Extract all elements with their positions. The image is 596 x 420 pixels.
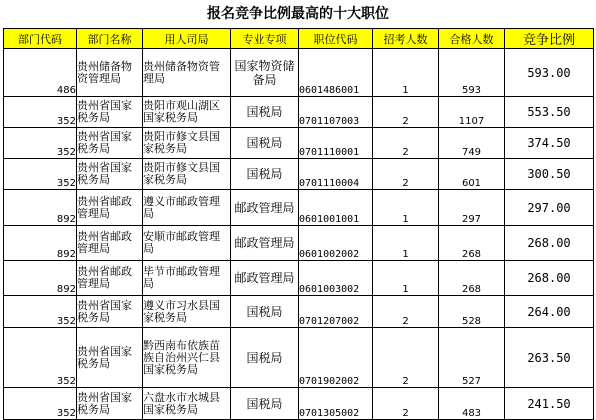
employer-cell: 安顺市邮政管理局 (143, 226, 231, 261)
major-cell: 国税局 (231, 128, 299, 159)
qualified-count-cell: 749 (439, 128, 505, 159)
qualified-count-cell: 268 (439, 226, 505, 261)
position-code-cell: 0601003002 (299, 261, 373, 296)
position-code-cell: 0601486001 (299, 49, 373, 97)
major-cell: 国税局 (231, 97, 299, 128)
hire-count-cell: 2 (373, 296, 439, 328)
ranking-table (3, 28, 594, 420)
header-employer: 用人司局 (143, 29, 231, 49)
hire-count-cell: 2 (373, 328, 439, 388)
qualified-count-cell: 601 (439, 159, 505, 190)
major-cell: 邮政管理局 (231, 190, 299, 226)
table-row (4, 97, 594, 128)
hire-count-cell: 2 (373, 388, 439, 420)
header-position-code: 职位代码 (299, 29, 373, 49)
table-row (4, 226, 594, 261)
hire-count-cell: 1 (373, 226, 439, 261)
dept-name-cell: 贵州省邮政管理局 (77, 226, 143, 261)
major-cell: 国税局 (231, 159, 299, 190)
major-cell: 国家物资储备局 (231, 49, 299, 97)
dept-code-cell: 352 (4, 296, 77, 328)
qualified-count-cell: 1107 (439, 97, 505, 128)
dept-name-cell: 贵州省国家税务局 (77, 159, 143, 190)
table-row (4, 190, 594, 226)
dept-code-cell: 352 (4, 388, 77, 420)
dept-name-cell: 贵州省国家税务局 (77, 328, 143, 388)
qualified-count-cell: 268 (439, 261, 505, 296)
ratio-cell: 593.00 (505, 49, 594, 97)
qualified-count-cell: 483 (439, 388, 505, 420)
dept-code-cell: 352 (4, 128, 77, 159)
header-row (4, 29, 594, 49)
position-code-cell: 0601002002 (299, 226, 373, 261)
table-row (4, 128, 594, 159)
employer-cell: 六盘水市水城县国家税务局 (143, 388, 231, 420)
dept-code-cell: 892 (4, 226, 77, 261)
position-code-cell: 0701107003 (299, 97, 373, 128)
dept-name-cell: 贵州省邮政管理局 (77, 190, 143, 226)
major-cell: 邮政管理局 (231, 226, 299, 261)
hire-count-cell: 1 (373, 49, 439, 97)
position-code-cell: 0701305002 (299, 388, 373, 420)
ratio-cell: 264.00 (505, 296, 594, 328)
employer-cell: 黔西南布依族苗族自治州兴仁县国家税务局 (143, 328, 231, 388)
employer-cell: 贵阳市修文县国家税务局 (143, 128, 231, 159)
qualified-count-cell: 297 (439, 190, 505, 226)
employer-cell: 遵义市邮政管理局 (143, 190, 231, 226)
dept-name-cell: 贵州省国家税务局 (77, 97, 143, 128)
table-row (4, 388, 594, 420)
header-hire-count: 招考人数 (373, 29, 439, 49)
ratio-cell: 268.00 (505, 226, 594, 261)
dept-code-cell: 352 (4, 159, 77, 190)
hire-count-cell: 1 (373, 190, 439, 226)
dept-code-cell: 892 (4, 261, 77, 296)
table-row (4, 49, 594, 97)
header-qualified-count: 合格人数 (439, 29, 505, 49)
table-row (4, 261, 594, 296)
page-title: 报名竞争比例最高的十大职位 (207, 6, 389, 22)
hire-count-cell: 1 (373, 261, 439, 296)
table-row (4, 328, 594, 388)
dept-name-cell: 贵州省国家税务局 (77, 128, 143, 159)
employer-cell: 贵州储备物资管理局 (143, 49, 231, 97)
employer-cell: 遵义市习水县国家税务局 (143, 296, 231, 328)
dept-code-cell: 352 (4, 328, 77, 388)
table-row (4, 159, 594, 190)
ratio-cell: 241.50 (505, 388, 594, 420)
position-code-cell: 0601001001 (299, 190, 373, 226)
qualified-count-cell: 527 (439, 328, 505, 388)
employer-cell: 毕节市邮政管理局 (143, 261, 231, 296)
hire-count-cell: 2 (373, 97, 439, 128)
qualified-count-cell: 528 (439, 296, 505, 328)
position-code-cell: 0701110004 (299, 159, 373, 190)
position-code-cell: 0701207002 (299, 296, 373, 328)
dept-code-cell: 352 (4, 97, 77, 128)
ratio-cell: 374.50 (505, 128, 594, 159)
ratio-cell: 263.50 (505, 328, 594, 388)
major-cell: 国税局 (231, 388, 299, 420)
dept-code-cell: 892 (4, 190, 77, 226)
employer-cell: 贵阳市观山湖区国家税务局 (143, 97, 231, 128)
position-code-cell: 0701902002 (299, 328, 373, 388)
ratio-cell: 268.00 (505, 261, 594, 296)
dept-name-cell: 贵州省邮政管理局 (77, 261, 143, 296)
dept-name-cell: 贵州省国家税务局 (77, 296, 143, 328)
dept-name-cell: 贵州储备物资管理局 (77, 49, 143, 97)
dept-code-cell: 486 (4, 49, 77, 97)
table-row (4, 296, 594, 328)
hire-count-cell: 2 (373, 159, 439, 190)
hire-count-cell: 2 (373, 128, 439, 159)
header-dept-code: 部门代码 (4, 29, 77, 49)
major-cell: 国税局 (231, 296, 299, 328)
dept-name-cell: 贵州省国家税务局 (77, 388, 143, 420)
header-major: 专业专项 (231, 29, 299, 49)
ratio-cell: 297.00 (505, 190, 594, 226)
major-cell: 国税局 (231, 328, 299, 388)
ratio-cell: 553.50 (505, 97, 594, 128)
major-cell: 邮政管理局 (231, 261, 299, 296)
employer-cell: 贵阳市修文县国家税务局 (143, 159, 231, 190)
header-dept-name: 部门名称 (77, 29, 143, 49)
header-ratio: 竞争比例 (505, 29, 594, 49)
qualified-count-cell: 593 (439, 49, 505, 97)
ratio-cell: 300.50 (505, 159, 594, 190)
position-code-cell: 0701110001 (299, 128, 373, 159)
